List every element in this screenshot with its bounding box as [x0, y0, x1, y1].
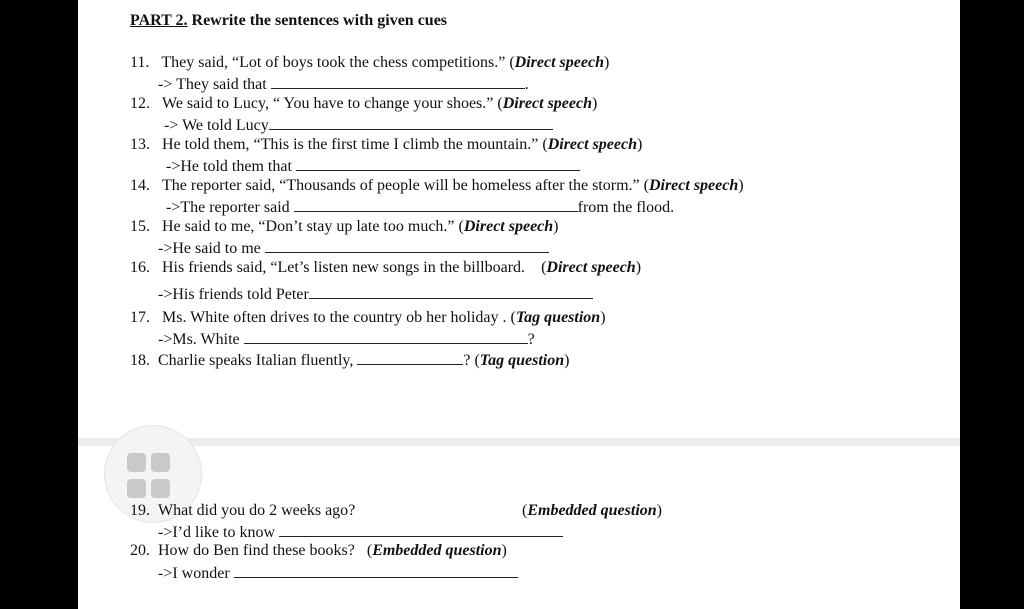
answer-line-16: ->His friends told Peter [158, 284, 593, 304]
grid-square-icon [151, 453, 170, 472]
answer-line-14: ->The reporter said from the flood. [166, 199, 675, 216]
question-11: 11. They said, “Lot of boys took the chess competitions.” (Direct speech) [130, 54, 610, 71]
answer-blank[interactable] [296, 156, 580, 171]
question-19-tag: (Embedded question) [522, 502, 662, 519]
question-14: 14. The reporter said, “Thousands of people will be homeless after the storm.” (Direct speech) [130, 177, 744, 194]
question-12: 12. We said to Lucy, “ You have to change your shoes.” (Direct speech) [130, 95, 598, 112]
worksheet-page [78, 0, 960, 609]
grid-square-icon [127, 453, 146, 472]
question-20: 20. How do Ben find these books? (Embedded question) [130, 542, 507, 559]
answer-line-15: ->He said to me [158, 238, 549, 258]
question-17: 17. Ms. White often drives to the country ob her holiday . (Tag question) [130, 309, 606, 326]
page-divider [78, 438, 960, 446]
answer-line-19: ->I’d like to know [158, 522, 563, 542]
question-19: 19. What did you do 2 weeks ago? [130, 502, 356, 519]
answer-line-12: -> We told Lucy [164, 115, 553, 135]
answer-line-17: ->Ms. White ? [158, 331, 535, 348]
section-title: PART 2. Rewrite the sentences with given cues [130, 12, 448, 29]
answer-line-13: ->He told them that [166, 156, 580, 176]
grid-square-icon [151, 479, 170, 498]
answer-line-11: -> They said that . [158, 76, 529, 93]
grid-square-icon [127, 479, 146, 498]
question-13: 13. He told them, “This is the first time I climb the mountain.” (Direct speech) [130, 136, 643, 153]
answer-blank[interactable] [271, 74, 525, 89]
answer-blank[interactable] [265, 238, 549, 253]
answer-blank[interactable] [357, 350, 463, 365]
answer-blank[interactable] [244, 329, 528, 344]
answer-line-20: ->I wonder [158, 563, 518, 583]
answer-blank[interactable] [279, 522, 563, 537]
question-16: 16. His friends said, “Let’s listen new songs in the billboard. (Direct speech) [130, 259, 642, 276]
answer-blank[interactable] [269, 115, 553, 130]
question-15: 15. He said to me, “Don’t stay up late too much.” (Direct speech) [130, 218, 559, 235]
answer-blank[interactable] [234, 563, 518, 578]
answer-blank[interactable] [309, 284, 593, 299]
question-18: 18. Charlie speaks Italian fluently, ? (Tag question) [130, 352, 570, 369]
answer-blank[interactable] [294, 197, 578, 212]
